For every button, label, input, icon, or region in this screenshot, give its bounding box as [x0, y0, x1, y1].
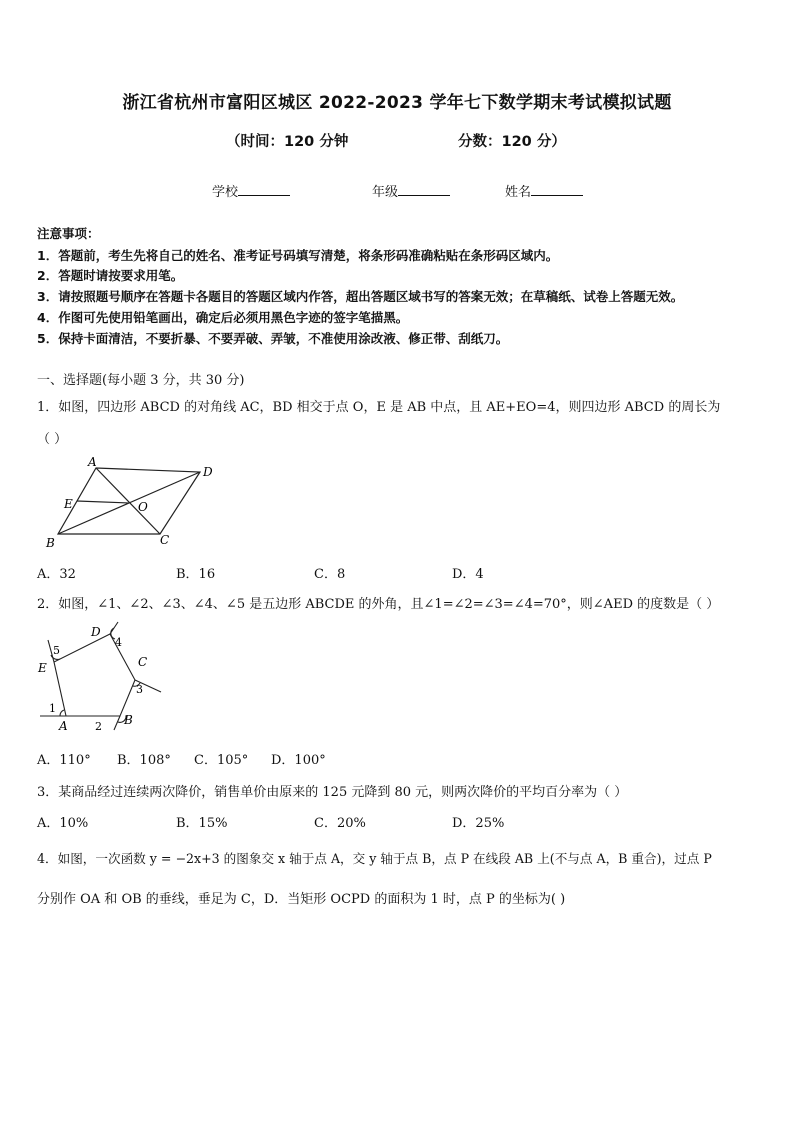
grade-field	[372, 181, 450, 200]
grade-blank	[398, 183, 450, 196]
angle-label-4: 4	[115, 636, 122, 649]
label-c: C	[160, 533, 170, 547]
q1-option-b[interactable]: B．16	[176, 567, 216, 582]
label-b: B	[46, 536, 55, 550]
name-field	[505, 181, 583, 200]
exam-score: 分数：120 分）	[458, 134, 566, 150]
section-heading: 一、选择题(每小题 3 分，共 30 分)	[37, 373, 245, 388]
notice-item: 2．答题时请按要求用笔。	[37, 268, 184, 283]
label-a: A	[59, 719, 68, 733]
q1-paren: （ ）	[37, 432, 68, 447]
label-e: E	[38, 661, 47, 675]
pentagon-abcde	[54, 634, 135, 716]
label-o: O	[138, 500, 148, 514]
q3-option-d[interactable]: D．25%	[452, 816, 505, 831]
q1-parallelogram-figure	[40, 454, 230, 554]
q1-option-c[interactable]: C．8	[314, 567, 346, 582]
q2-option-b[interactable]: B．108°	[117, 753, 171, 768]
q2-option-d[interactable]: D．100°	[271, 753, 326, 768]
label-d: D	[203, 465, 213, 479]
segment-eo	[77, 501, 129, 503]
label-c: C	[138, 655, 148, 669]
label-a: A	[88, 455, 97, 469]
angle-arc-1	[60, 710, 64, 716]
q2-pentagon-figure	[30, 620, 170, 740]
label-b: B	[124, 713, 133, 727]
notice-item: 3．请按照题号顺序在答题卡各题目的答题区域内作答，超出答题区域书写的答案无效；在草稿纸、试卷上答题无效。	[37, 289, 684, 304]
q1-text: 1．如图，四边形 ABCD 的对角线 AC，BD 相交于点 O，E 是 AB 中点，且 AE+EO=4，则四边形 ABCD 的周长为	[37, 400, 721, 415]
notice-item: 4．作图可先使用铅笔画出，确定后必须用黑色字迹的签字笔描黑。	[37, 310, 409, 325]
angle-label-2: 2	[95, 720, 102, 733]
notice-heading: 注意事项：	[37, 226, 100, 241]
angle-label-1: 1	[49, 702, 56, 715]
page-title: 浙江省杭州市富阳区城区 2022-2023 学年七下数学期末考试模拟试题	[122, 93, 672, 113]
q3-option-a[interactable]: A．10%	[37, 816, 89, 831]
school-blank	[238, 183, 290, 196]
name-blank	[531, 183, 583, 196]
q3-text: 3．某商品经过连续两次降价，销售单价由原来的 125 元降到 80 元，则两次降价的平均百分率为（ ）	[37, 785, 628, 800]
q2-option-c[interactable]: C．105°	[194, 753, 249, 768]
notice-item: 1．答题前，考生先将自己的姓名、准考证号码填写清楚，将条形码准确粘贴在条形码区域内。	[37, 248, 559, 263]
name-label: 姓名	[505, 185, 532, 200]
q1-option-a[interactable]: A．32	[37, 567, 76, 582]
q1-option-d[interactable]: D．4	[452, 567, 484, 582]
q2-option-a[interactable]: A．110°	[37, 753, 91, 768]
extension-2	[114, 716, 120, 730]
grade-label: 年级	[372, 185, 399, 200]
q3-option-c[interactable]: C．20%	[314, 816, 366, 831]
angle-label-3: 3	[136, 683, 143, 696]
label-e: E	[64, 497, 73, 511]
q4-text-line1: 4．如图，一次函数 y = −2x+3 的图象交 x 轴于点 A，交 y 轴于点 B，点 P 在线段 AB 上(不与点 A，B 重合)，过点 P	[37, 851, 712, 866]
school-label: 学校	[212, 185, 239, 200]
q3-option-b[interactable]: B．15%	[176, 816, 228, 831]
diagonal-ac	[96, 468, 160, 534]
school-field	[212, 181, 290, 200]
label-d: D	[91, 625, 101, 639]
q2-text: 2．如图，∠1、∠2、∠3、∠4、∠5 是五边形 ABCDE 的外角，且∠1=∠2=∠3=∠4=70°，则∠AED 的度数是（ ）	[37, 597, 720, 612]
notice-item: 5．保持卡面清洁，不要折暴、不要弄破、弄皱，不准使用涂改液、修正带、刮纸刀。	[37, 331, 509, 346]
q4-text-line2: 分别作 OA 和 OB 的垂线，垂足为 C，D．当矩形 OCPD 的面积为 1 时，点 P 的坐标为( )	[37, 892, 566, 907]
exam-time: （时间：120 分钟	[226, 134, 349, 150]
angle-label-5: 5	[53, 644, 60, 657]
